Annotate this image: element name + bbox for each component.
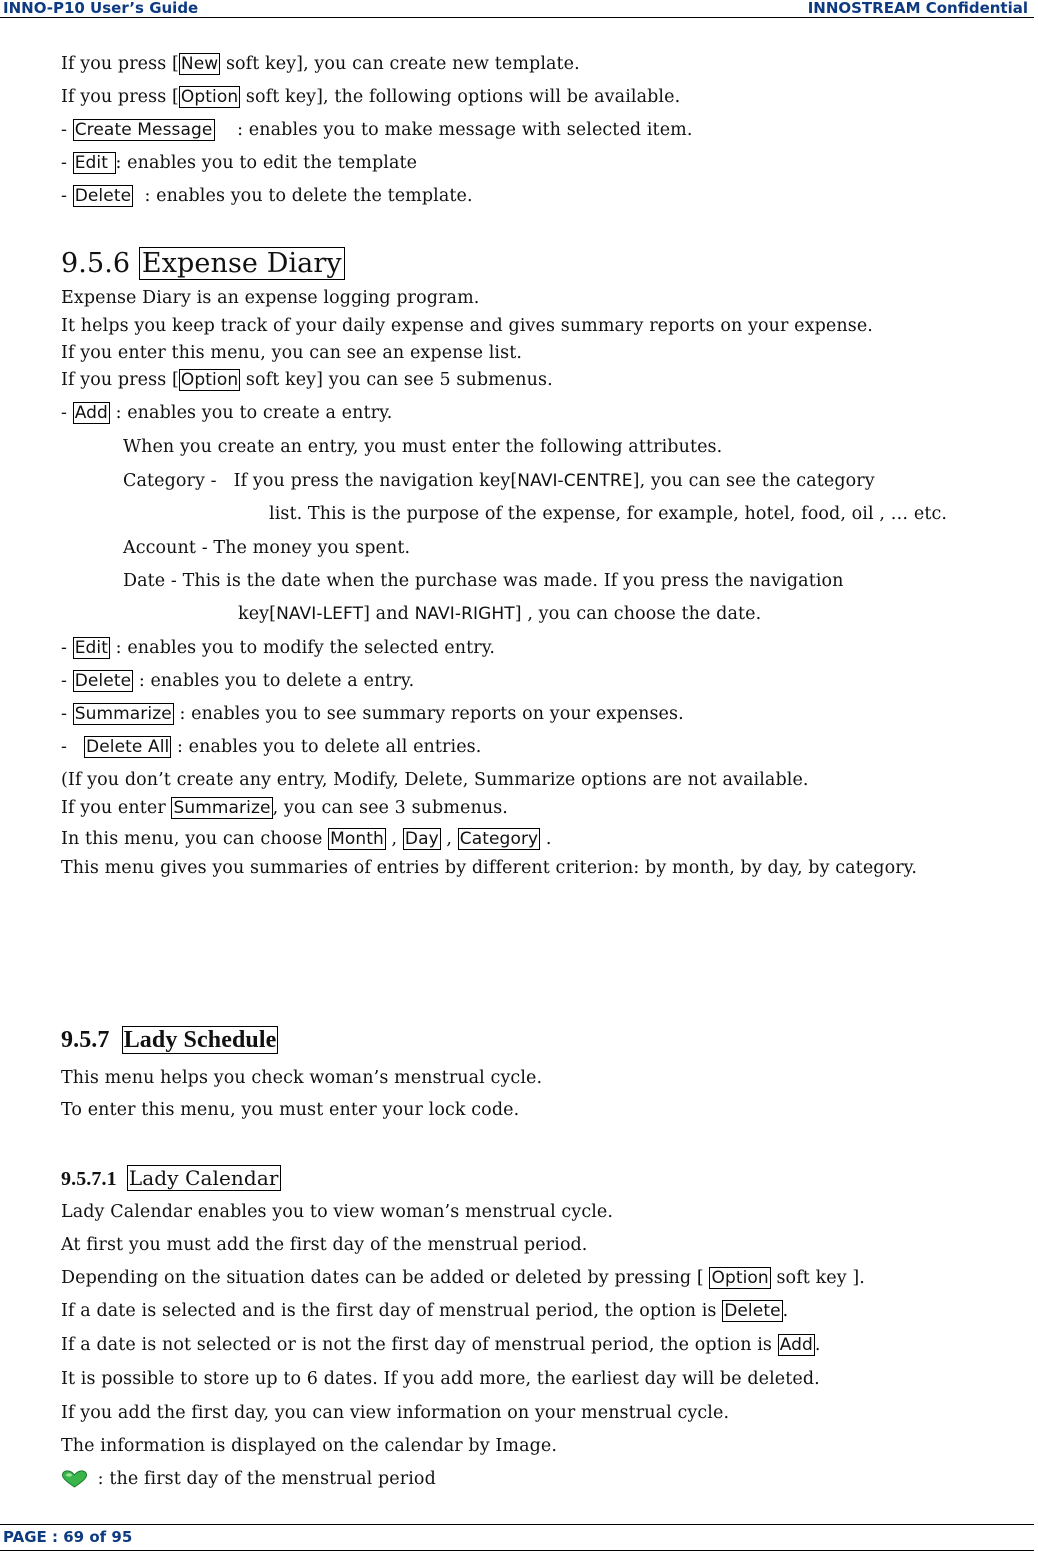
calendar-c6: It is possible to store up to 6 dates. If you add more, the earliest day will be deleted. — [61, 1369, 820, 1389]
lady-calendar-title: Lady Calendar — [128, 1166, 279, 1190]
date-line-2: key[NAVI-LEFT] and NAVI-RIGHT] , you can choose the date. — [238, 604, 762, 624]
edit-option: Edit — [74, 153, 114, 173]
header-confidential: INNOSTREAM Confidential — [807, 0, 1028, 17]
expense-p1: Expense Diary is an expense logging program. — [61, 288, 480, 308]
summarize-menu: Summarize — [173, 798, 271, 818]
calendar-c8: The information is displayed on the calendar by Image. — [61, 1436, 558, 1456]
delete-template-line: - Delete : enables you to delete the template. — [61, 186, 473, 206]
category-line-2: list. This is the purpose of the expense, for example, hotel, food, oil , … etc. — [269, 504, 948, 524]
lady-p2: To enter this menu, you must enter your lock code. — [61, 1100, 520, 1120]
edit-entry-option: Edit — [74, 638, 109, 658]
expense-diary-heading: 9.5.6 Expense Diary — [61, 246, 345, 282]
summarize-option: Summarize — [74, 704, 172, 724]
create-message-option: Create Message — [74, 120, 213, 140]
delete-all-option: Delete All — [86, 737, 170, 757]
category-submenu: Category — [459, 829, 539, 849]
calendar-c5: If a date is not selected or is not the first day of menstrual period, the option is Add . — [61, 1335, 821, 1355]
calendar-option-softkey: Option — [711, 1268, 769, 1288]
delete-option: Delete — [74, 186, 132, 206]
choose-submenu-line: In this menu, you can choose Month , Day , Category . — [61, 829, 552, 849]
enter-summarize-line: If you enter Summarize , you can see 3 submenus. — [61, 798, 508, 818]
availability-note: (If you don’t create any entry, Modify, Delete, Summarize options are not available. — [61, 770, 809, 790]
summarize-line: - Summarize : enables you to see summary reports on your expenses. — [61, 704, 684, 724]
delete-all-line: - Delete All : enables you to delete all entries. — [61, 737, 482, 757]
date-line: Date - This is the date when the purchase was made. If you press the navigation — [123, 571, 844, 591]
edit-entry-line: - Edit : enables you to modify the selected entry. — [61, 638, 496, 658]
create-message-line: - Create Message : enables you to make message with selected item. — [61, 120, 693, 140]
category-line: Category - If you press the navigation key[NAVI-CENTRE], you can see the category — [123, 471, 875, 491]
expense-option-softkey: Option — [180, 370, 239, 390]
calendar-c4: If a date is selected and is the first day of menstrual period, the option is Delete . — [61, 1301, 789, 1321]
lady-calendar-heading: 9.5.7.1 Lady Calendar — [61, 1166, 279, 1190]
expense-p3: If you enter this menu, you can see an expense list. — [61, 343, 522, 363]
lady-p1: This menu helps you check woman’s menstrual cycle. — [61, 1068, 543, 1088]
expense-p2: It helps you keep track of your daily expense and gives summary reports on your expense. — [61, 316, 873, 336]
add-option: Add — [74, 403, 108, 423]
page-footer — [0, 1524, 1034, 1551]
option-softkey: Option — [180, 87, 239, 107]
calendar-c1: Lady Calendar enables you to view woman’s menstrual cycle. — [61, 1202, 614, 1222]
navi-centre-key: NAVI-CENTRE — [517, 471, 633, 491]
summary-description: This menu gives you summaries of entries by different criterion: by month, by day, by category. — [61, 858, 918, 878]
add-line: - Add : enables you to create a entry. — [61, 403, 393, 423]
lady-schedule-heading: 9.5.7 Lady Schedule — [61, 1027, 277, 1053]
template-option-line: If you press [ Option soft key], the following options will be available. — [61, 87, 681, 107]
page-header — [0, 0, 1034, 18]
lady-schedule-title: Lady Schedule — [123, 1027, 277, 1053]
first-day-legend: : the first day of the menstrual period — [61, 1467, 436, 1495]
expense-option-line: If you press [ Option soft key] you can see 5 submenus. — [61, 370, 553, 390]
calendar-delete-option: Delete — [724, 1301, 781, 1321]
account-line: Account - The money you spent. — [123, 538, 411, 558]
delete-entry-line: - Delete : enables you to delete a entry. — [61, 671, 415, 691]
month-submenu: Month — [330, 829, 384, 849]
calendar-c2: At first you must add the first day of the menstrual period. — [61, 1235, 588, 1255]
heart-icon — [61, 1470, 88, 1495]
navi-right-key: NAVI-RIGHT — [414, 604, 515, 624]
calendar-c3: Depending on the situation dates can be added or deleted by pressing [ Option soft key ]. — [61, 1268, 865, 1288]
page-number: PAGE : 69 of 95 — [3, 1528, 133, 1546]
edit-template-line: - Edit : enables you to edit the template — [61, 153, 418, 173]
attributes-intro: When you create an entry, you must enter the following attributes. — [123, 437, 723, 457]
template-new-line: If you press [ New soft key], you can create new template. — [61, 54, 580, 74]
navi-left-key: NAVI-LEFT — [276, 604, 364, 624]
new-softkey: New — [180, 54, 219, 74]
header-title: INNO-P10 User’s Guide — [3, 0, 199, 17]
calendar-add-option: Add — [779, 1335, 813, 1355]
calendar-c7: If you add the first day, you can view information on your menstrual cycle. — [61, 1403, 730, 1423]
expense-diary-title: Expense Diary — [139, 247, 345, 280]
delete-entry-option: Delete — [74, 671, 132, 691]
day-submenu: Day — [404, 829, 439, 849]
